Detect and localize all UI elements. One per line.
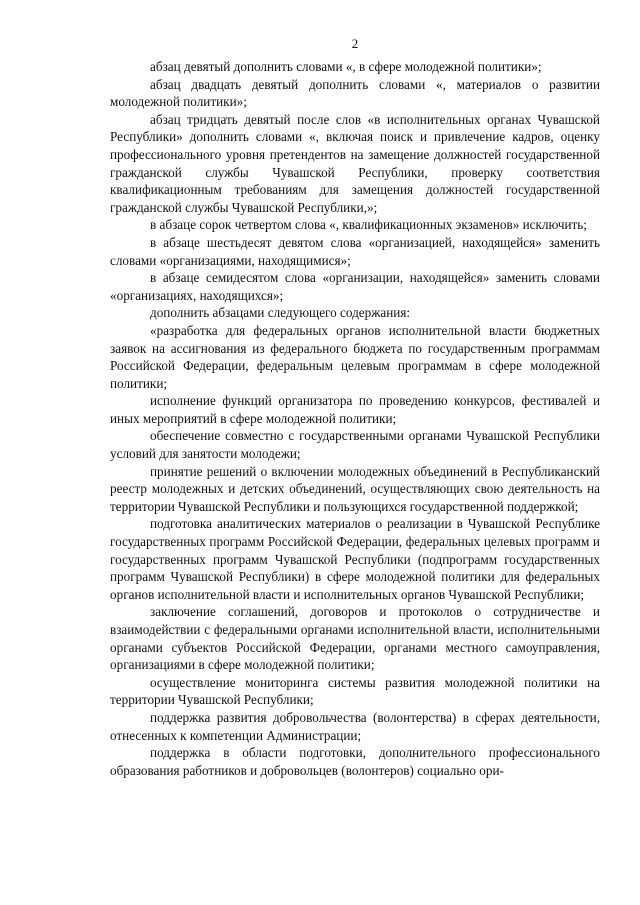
paragraph-6: в абзаце семидесятом слова «организации, находящейся» заменить словами «организациях, находящихся»; [110,270,600,303]
document-body [110,58,600,779]
paragraph-10: обеспечение совместно с государственными органами Чувашской Республики условий для занятости молодежи; [110,428,600,462]
paragraph-8: «разработка для федеральных органов исполнительной власти бюджетных заявок на ассигнования из федерального бюджета по государственным программам Российской Федерации, федеральным целевым программам в сфере молодежной политики; [110,322,600,391]
paragraph-11: принятие решений о включении молодежных объединений в Республиканский реестр молодежных и детских объединений, осуществляющих свою деятельность на территории Чувашской Республики и пользующихся государственной поддержкой; [110,463,600,514]
paragraph-9: исполнение функций организатора по проведению конкурсов, фестивалей и иных мероприятий в сфере молодежной политики; [110,393,600,426]
paragraph-5: в абзаце шестьдесят девятом слова «организацией, находящейся» заменить словами «организациями, находящимися»; [110,234,600,268]
paragraph-12: подготовка аналитических материалов о реализации в Чувашской Республике государственных программ Российской Федерации, федеральных целевых программ и государственных программ Чувашской Республики (подпрограмм государственных программ Чувашской Республики) в сфере молодежной политики для федеральных органов исполнительной власти и исполнительных органов Чувашской Республики; [110,516,600,602]
paragraph-14: осуществление мониторинга системы развития молодежной политики на территории Чувашской Республики; [110,674,600,708]
paragraph-7: дополнить абзацами следующего содержания: [150,305,411,321]
paragraph-13: заключение соглашений, договоров и протоколов о сотрудничестве и взаимодействии с федеральными органами исполнительной власти, исполнительными органами субъектов Российской Федерации, органами местного самоуправления, организациями в сфере молодежной политики; [110,604,600,673]
page-number: 2 [351,36,359,51]
paragraph-16: поддержка в области подготовки, дополнительного профессионального образования работников и добровольцев (волонтеров) социально ори- [110,745,600,778]
paragraph-4: в абзаце сорок четвертом слова «, квалификационных экзаменов» исключить; [150,217,587,233]
paragraph-3: абзац тридцать девятый после слов «в исполнительных органах Чувашской Республики» дополнить словами «, включая поиск и привлечение кадров, оценку профессионального уровня претендентов на замещение должностей государственной гражданской службы Чувашской Республики, проверку соответствия квалификационным требованиям для замещения должностей государственной гражданской службы Чувашской Республики,»; [110,111,600,215]
paragraph-1: абзац девятый дополнить словами «, в сфере молодежной политики»; [150,59,542,74]
paragraph-2: абзац двадцать девятый дополнить словами «, материалов о развитии молодежной политики»; [110,76,600,110]
paragraph-15: поддержка развития добровольчества (волонтерства) в сферах деятельности, отнесенных к компетенции Администрации; [110,709,600,743]
